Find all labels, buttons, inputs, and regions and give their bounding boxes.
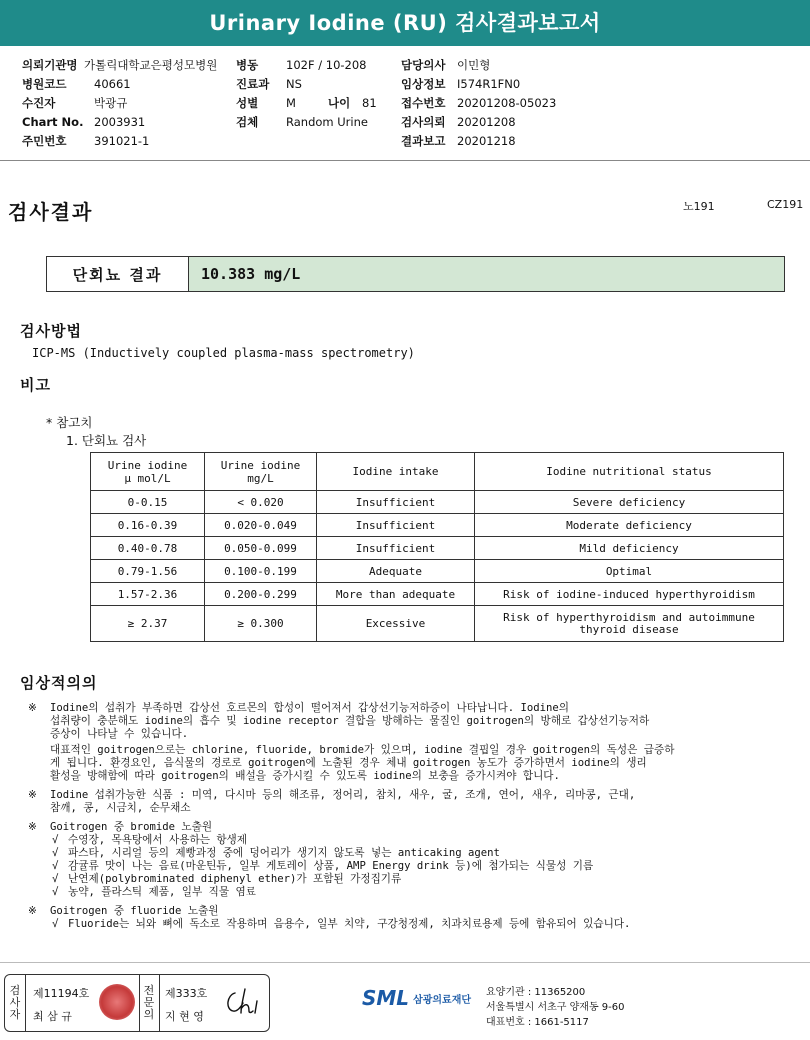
- check-item: [28, 834, 788, 847]
- text-line: 농약, 플라스틱 제품, 일부 직물 염료: [68, 886, 256, 898]
- clinical-title: 임상적의의: [20, 674, 98, 692]
- lab-info-line: 요양기관 : 11365200: [486, 987, 586, 998]
- reference-title: * 참고치: [46, 415, 93, 430]
- text-line: Goitrogen 중 bromide 노출원: [50, 821, 213, 833]
- table-row: [91, 491, 784, 514]
- reference-table: [90, 452, 784, 642]
- text-line: 파스타, 시리얼 등의 제빵과정 중에 덩어리가 생기지 않도록 넣는 anticaking agent: [68, 847, 500, 859]
- info-value: NS: [286, 77, 302, 91]
- lab-info-line: 대표번호 : 1661-5117: [486, 1017, 589, 1028]
- signature-box: [4, 974, 270, 1032]
- logo-text: 삼광의료재단: [413, 994, 472, 1006]
- table-header-row: [91, 453, 784, 491]
- header-unit: mg/L: [247, 471, 274, 485]
- table-cell: Severe deficiency: [475, 491, 784, 514]
- table-cell: Moderate deficiency: [475, 514, 784, 537]
- cell-line: thyroid disease: [579, 622, 679, 636]
- info-label: 검체: [236, 115, 259, 129]
- label-char: 사: [9, 996, 21, 1009]
- table-cell: Insufficient: [317, 491, 475, 514]
- footer-divider: [0, 962, 810, 963]
- info-label: 임상정보: [401, 77, 446, 91]
- info-value: 가톨릭대학교은평성모병원: [84, 58, 218, 72]
- info-value: 2003931: [94, 115, 146, 129]
- table-cell: 0.79-1.56: [91, 560, 205, 583]
- clinical-section: [28, 702, 788, 931]
- result-code-a: 노191: [683, 200, 715, 213]
- check-item: [28, 847, 788, 860]
- info-value: 20201208-05023: [457, 96, 557, 110]
- table-cell: 0.100-0.199: [205, 560, 317, 583]
- table-cell: Insufficient: [317, 537, 475, 560]
- header-divider: [0, 160, 810, 161]
- doctor-vertical-label: [142, 985, 156, 1021]
- tester-name: 최 삼 규: [33, 1010, 72, 1023]
- check-item: [28, 873, 788, 886]
- logo-mark: SML: [362, 986, 410, 1010]
- header-line: Urine iodine: [107, 458, 188, 472]
- table-cell: < 0.020: [205, 491, 317, 514]
- info-value: Random Urine: [286, 115, 368, 129]
- info-label: 수진자: [22, 96, 56, 110]
- info-value: 20201208: [457, 115, 516, 129]
- check-mark: √: [52, 873, 59, 885]
- info-label: 접수번호: [401, 96, 446, 110]
- label-char: 전: [143, 984, 155, 997]
- text-line: Goitrogen 중 fluoride 노출원: [50, 905, 219, 917]
- text-line: 게 됩니다. 환경요인, 음식물의 경로로 goitrogen에 노출된 경우 체내 goitrogen 농도가 증가하면서 iodine의 생리: [50, 757, 647, 769]
- table-row: [91, 537, 784, 560]
- info-value: 81: [362, 96, 377, 110]
- table-header: [91, 453, 205, 491]
- check-item: [28, 886, 788, 899]
- clinical-bullet: [28, 789, 788, 815]
- info-value: 20201218: [457, 134, 516, 148]
- table-row: [91, 606, 784, 642]
- info-value: 391021-1: [94, 134, 150, 148]
- check-mark: √: [52, 886, 59, 898]
- info-label: 담당의사: [401, 58, 446, 72]
- table-header: Iodine intake: [317, 453, 475, 491]
- check-mark: √: [52, 860, 59, 872]
- info-label: 성별: [236, 96, 259, 110]
- text-line: 감귤류 맛이 나는 음료(마운틴듀, 일부 게토레이 상품, AMP Energy drink 등)에 첨가되는 식물성 기름: [68, 860, 594, 872]
- result-value: 10.383 mg/L: [189, 257, 784, 291]
- info-value: 40661: [94, 77, 131, 91]
- info-label: 진료과: [236, 77, 270, 91]
- check-mark: √: [52, 847, 59, 859]
- table-cell: Excessive: [317, 606, 475, 642]
- table-cell: 0.200-0.299: [205, 583, 317, 606]
- info-label: 나이: [328, 96, 351, 110]
- method-text: ICP-MS (Inductively coupled plasma-mass spectrometry): [32, 346, 415, 360]
- text-line: 섭취량이 충분해도 iodine의 흡수 및 iodine receptor 결합을 방해하는 물질인 goitrogen의 방해로 갑상선기능저하: [50, 715, 650, 727]
- table-cell: 1.57-2.36: [91, 583, 205, 606]
- table-cell: 0.40-0.78: [91, 537, 205, 560]
- table-cell: Optimal: [475, 560, 784, 583]
- check-item: [28, 918, 788, 931]
- signature-icon: [221, 985, 265, 1021]
- bullet-mark: ※: [28, 702, 37, 714]
- result-section-title: 검사결과: [8, 200, 94, 224]
- table-cell: ≥ 0.300: [205, 606, 317, 642]
- info-label: 병원코드: [22, 77, 67, 91]
- doctor-license: 제333호: [165, 987, 208, 1000]
- table-header: Iodine nutritional status: [475, 453, 784, 491]
- report-title: Urinary Iodine (RU) 검사결과보고서: [0, 0, 810, 46]
- check-mark: √: [52, 834, 59, 846]
- info-column-1: [22, 56, 217, 151]
- info-label: 병동: [236, 58, 259, 72]
- lab-info: [486, 985, 625, 1030]
- info-column-2: [236, 56, 377, 132]
- table-cell: ≥ 2.37: [91, 606, 205, 642]
- info-value: I574R1FN0: [457, 77, 521, 91]
- cell-divider: [139, 975, 140, 1031]
- table-cell: 0.16-0.39: [91, 514, 205, 537]
- result-code-b: CZ191: [767, 198, 804, 211]
- info-value: 102F / 10-208: [286, 58, 367, 72]
- check-mark: √: [52, 918, 59, 930]
- clinical-bullet: [28, 905, 788, 918]
- table-cell: [475, 606, 784, 642]
- table-cell: More than adequate: [317, 583, 475, 606]
- table-cell: Risk of iodine-induced hyperthyroidism: [475, 583, 784, 606]
- doctor-name: 지 현 영: [165, 1010, 204, 1023]
- remarks-title: 비고: [20, 376, 51, 394]
- cell-divider: [25, 975, 26, 1031]
- table-row: [91, 560, 784, 583]
- header-unit: μ mol/L: [124, 471, 171, 485]
- clinical-bullet: [28, 702, 788, 783]
- info-column-3: [401, 56, 556, 151]
- info-label: 검사의뢰: [401, 115, 446, 129]
- table-header: [205, 453, 317, 491]
- label-char: 의: [143, 1008, 155, 1021]
- method-title: 검사방법: [20, 322, 82, 340]
- lab-info-line: 서울특별시 서초구 양재동 9-60: [486, 1002, 625, 1013]
- info-value: 박광규: [94, 96, 128, 110]
- table-row: [91, 583, 784, 606]
- text-line: 난연제(polybrominated diphenyl ether)가 포함된 가정집기류: [68, 873, 402, 885]
- result-label: 단회뇨 결과: [47, 257, 189, 291]
- lab-logo: [362, 986, 471, 1010]
- tester-vertical-label: [8, 985, 22, 1021]
- reference-subtitle: 1. 단회뇨 검사: [66, 433, 147, 448]
- text-line: 수영장, 목욕탕에서 사용하는 항생제: [68, 834, 248, 846]
- text-line: 참깨, 콩, 시금치, 순무채소: [50, 802, 191, 814]
- table-cell: 0.020-0.049: [205, 514, 317, 537]
- text-line: 활성을 방해함에 따라 goitrogen의 배설을 증가시킬 수 있도록 iodine의 보충을 증가시켜야 합니다.: [50, 770, 560, 782]
- info-label: 결과보고: [401, 134, 446, 148]
- text-line: Fluoride는 뇌와 뼈에 독소로 작용하며 음용수, 일부 치약, 구강청정제, 치과치료용제 등에 함유되어 있습니다.: [68, 918, 631, 930]
- label-char: 자: [9, 1008, 21, 1021]
- bullet-mark: ※: [28, 821, 37, 833]
- info-label: Chart No.: [22, 115, 84, 129]
- bullet-mark: ※: [28, 789, 37, 801]
- header-line: Urine iodine: [220, 458, 301, 472]
- table-cell: Insufficient: [317, 514, 475, 537]
- table-row: [91, 514, 784, 537]
- cell-line: Risk of hyperthyroidism and autoimmune: [503, 610, 755, 624]
- cell-divider: [159, 975, 160, 1031]
- text-line: 증상이 나타날 수 있습니다.: [50, 728, 189, 740]
- info-value: 이민형: [457, 58, 491, 72]
- text-line: Iodine의 섭취가 부족하면 갑상선 호르몬의 합성이 떨어져서 갑상선기능저하증이 나타납니다. Iodine의: [50, 702, 569, 714]
- info-label: 의뢰기관명: [22, 58, 78, 72]
- label-char: 검: [9, 984, 21, 997]
- text-line: Iodine 섭취가능한 식품 : 미역, 다시마 등의 해조류, 정어리, 참치, 새우, 굴, 조개, 연어, 새우, 리마콩, 근대,: [50, 789, 636, 801]
- table-cell: Adequate: [317, 560, 475, 583]
- tester-license: 제11194호: [33, 987, 90, 1000]
- table-cell: 0.050-0.099: [205, 537, 317, 560]
- info-label: 주민번호: [22, 134, 67, 148]
- info-value: M: [286, 96, 296, 110]
- table-cell: Mild deficiency: [475, 537, 784, 560]
- clinical-bullet: [28, 821, 788, 834]
- check-item: [28, 860, 788, 873]
- table-cell: 0-0.15: [91, 491, 205, 514]
- label-char: 문: [143, 996, 155, 1009]
- seal-stamp-icon: [99, 984, 135, 1020]
- result-box: [46, 256, 785, 292]
- bullet-mark: ※: [28, 905, 37, 917]
- text-line: 대표적인 goitrogen으로는 chlorine, fluoride, bromide가 있으며, iodine 결핍일 경우 goitrogen의 독성은 급증하: [50, 744, 675, 756]
